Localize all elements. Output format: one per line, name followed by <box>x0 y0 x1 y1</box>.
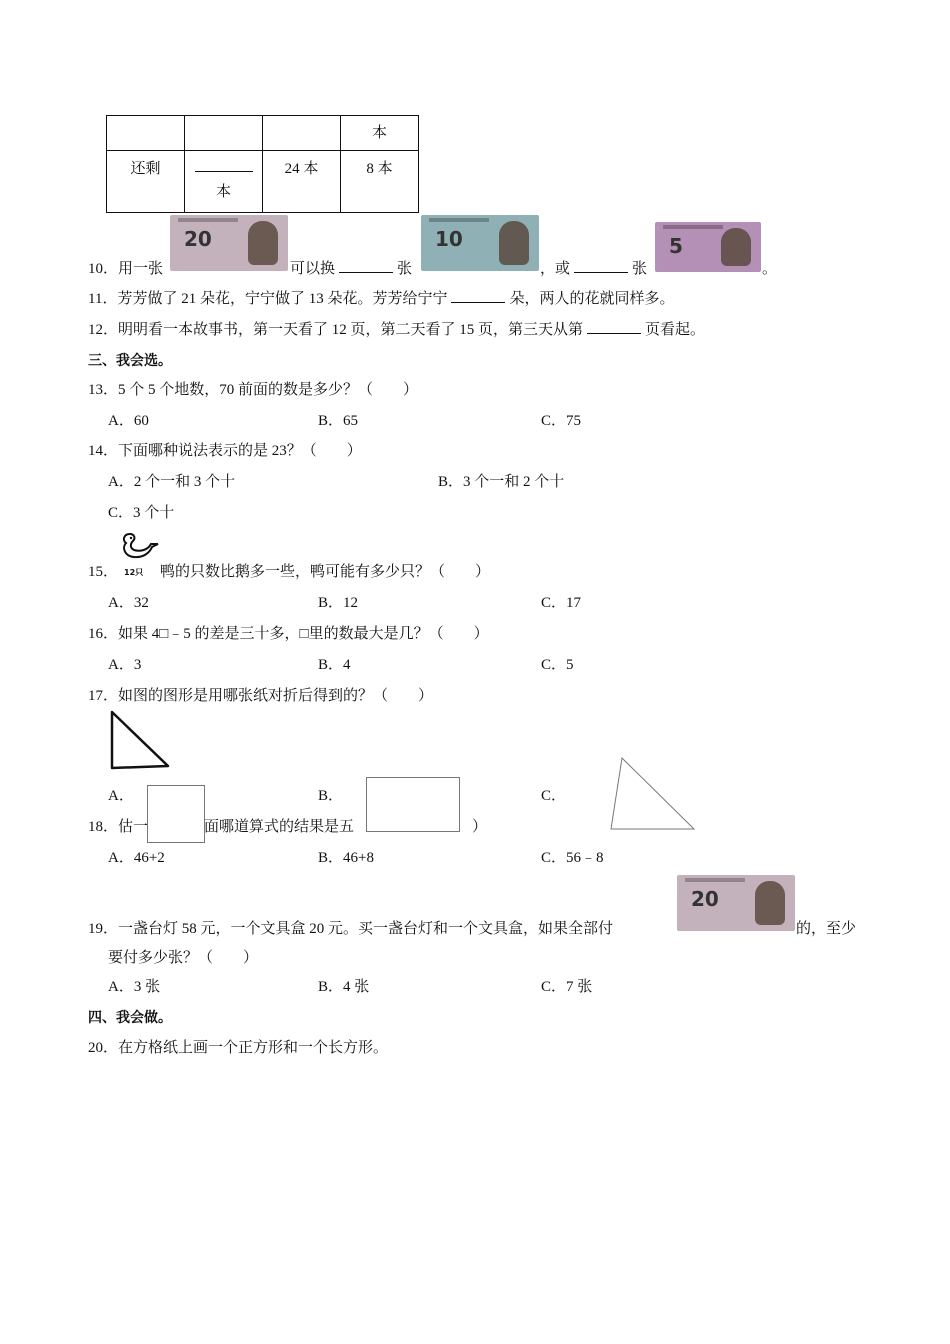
question-text: ） <box>472 819 488 835</box>
question-10 <box>88 257 163 278</box>
banknote-value: 5 <box>669 234 683 258</box>
table-cell <box>185 116 263 151</box>
option-a[interactable]: A．2 个一和 3 个十 <box>108 474 236 490</box>
option-c[interactable]: C．17 <box>541 595 582 611</box>
option-a[interactable]: A．32 <box>108 595 149 611</box>
option-c-triangle-paper[interactable] <box>606 756 698 832</box>
banknote-header <box>429 218 489 222</box>
table-cell <box>341 151 419 213</box>
answer-blank[interactable] <box>587 321 641 334</box>
option-c[interactable]: C．7 张 <box>541 979 593 995</box>
table-cell <box>341 116 419 151</box>
question-18-end <box>472 815 487 836</box>
option-c[interactable]: C．75 <box>541 413 582 429</box>
question-15 <box>88 560 490 581</box>
table-cell-text: 8 本 <box>366 161 393 177</box>
section-heading: 四、我会做。 <box>88 1010 172 1026</box>
question-text: 张 <box>632 261 648 277</box>
option-c[interactable]: C． <box>541 788 567 804</box>
option-b[interactable]: B．3 个一和 2 个十 <box>438 474 565 490</box>
folded-triangle-figure <box>104 708 174 772</box>
goose-count-label: 12只 <box>124 568 144 577</box>
table-row-label <box>107 151 185 213</box>
option-a[interactable]: A．3 张 <box>108 979 161 995</box>
option-b[interactable]: B．46+8 <box>318 850 374 866</box>
banknote-10-image <box>421 215 539 271</box>
answer-blank[interactable] <box>339 260 393 273</box>
question-text: 张 <box>397 261 413 277</box>
question-19-after: 的，至少 <box>796 921 857 937</box>
answer-blank[interactable] <box>195 159 253 172</box>
option-a-square-paper[interactable] <box>147 785 205 843</box>
question-text: ，或 <box>540 261 571 277</box>
option-c[interactable]: C．3 个十 <box>108 505 175 521</box>
option-a[interactable]: A．60 <box>108 413 149 429</box>
option-a[interactable]: A．3 <box>108 657 142 673</box>
question-number: 10． <box>88 261 119 277</box>
table-row-label-text: 还剩 <box>130 161 161 177</box>
banknote-value: 10 <box>435 227 463 251</box>
portrait-icon <box>721 228 751 266</box>
question-19-line2: 要付多少张？（ ） <box>108 950 259 966</box>
question-10-part3 <box>540 257 647 278</box>
question-10-part2 <box>290 257 412 278</box>
question-text: 明明看一本故事书，第一天看了 12 页，第二天看了 15 页，第三天从第 <box>118 322 584 338</box>
option-b[interactable]: B．4 <box>318 657 351 673</box>
question-text: 可以换 <box>290 261 336 277</box>
question-20: 20．在方格纸上画一个正方形和一个长方形。 <box>88 1040 389 1056</box>
option-b-rectangle-paper[interactable] <box>366 777 460 832</box>
option-b[interactable]: B． <box>318 788 344 804</box>
portrait-icon <box>248 221 278 265</box>
table-cell-unit: 本 <box>215 184 231 200</box>
question-18 <box>88 815 148 836</box>
question-18-part2 <box>204 815 354 836</box>
option-a[interactable]: A． <box>108 788 134 804</box>
question-14: 14．下面哪种说法表示的是 23？（ ） <box>88 443 362 459</box>
question-text: 。 <box>762 261 778 277</box>
table-cell-text: 本 <box>371 125 387 141</box>
question-16: 16．如果 4□﹣5 的差是三十多，□里的数最大是几？（ ） <box>88 626 489 642</box>
banknote-header <box>685 878 745 882</box>
question-text: 芳芳做了 21 朵花，宁宁做了 13 朵花。芳芳给宁宁 <box>117 291 448 307</box>
option-c[interactable]: C．56﹣8 <box>541 850 604 866</box>
question-text: 朵，两人的花就同样多。 <box>509 291 675 307</box>
banknote-header <box>178 218 238 222</box>
option-b[interactable]: B．65 <box>318 413 359 429</box>
banknote-header <box>663 225 723 229</box>
banknote-value: 20 <box>691 887 719 911</box>
question-text: 18．估一 <box>88 819 149 835</box>
remaining-books-table <box>106 115 419 213</box>
section-heading: 三、我会选。 <box>88 353 172 369</box>
question-text: 鸭的只数比鹅多一些，鸭可能有多少只？（ ） <box>160 564 491 580</box>
banknote-value: 20 <box>184 227 212 251</box>
answer-blank[interactable] <box>451 290 505 303</box>
table-cell <box>263 151 341 213</box>
option-b[interactable]: B．12 <box>318 595 359 611</box>
question-text: 页看起。 <box>645 322 706 338</box>
question-text: 用一张 <box>118 261 164 277</box>
portrait-icon <box>499 221 529 265</box>
question-11 <box>88 287 674 308</box>
banknote-5-image <box>655 222 761 272</box>
question-text: 面哪道算式的结果是五 <box>204 819 355 835</box>
table-cell-text: 24 本 <box>284 161 319 177</box>
table-cell <box>107 116 185 151</box>
table-cell <box>263 116 341 151</box>
question-number: 11． <box>88 291 118 307</box>
portrait-icon <box>755 881 785 925</box>
option-c[interactable]: C．5 <box>541 657 574 673</box>
question-12 <box>88 318 705 339</box>
banknote-20-image <box>677 875 795 931</box>
table-cell-blank <box>185 151 263 213</box>
question-number: 12． <box>88 322 119 338</box>
banknote-20-image <box>170 215 288 271</box>
question-10-end <box>762 257 777 278</box>
answer-blank[interactable] <box>574 260 628 273</box>
option-a[interactable]: A．46+2 <box>108 850 165 866</box>
question-13: 13．5 个 5 个地数，70 前面的数是多少？（ ） <box>88 382 419 398</box>
question-19: 19．一盏台灯 58 元，一个文具盒 20 元。买一盏台灯和一个文具盒，如果全部付 <box>88 921 614 937</box>
option-b[interactable]: B．4 张 <box>318 979 370 995</box>
question-number: 15． <box>88 564 119 580</box>
question-17: 17．如图的图形是用哪张纸对折后得到的？（ ） <box>88 688 434 704</box>
